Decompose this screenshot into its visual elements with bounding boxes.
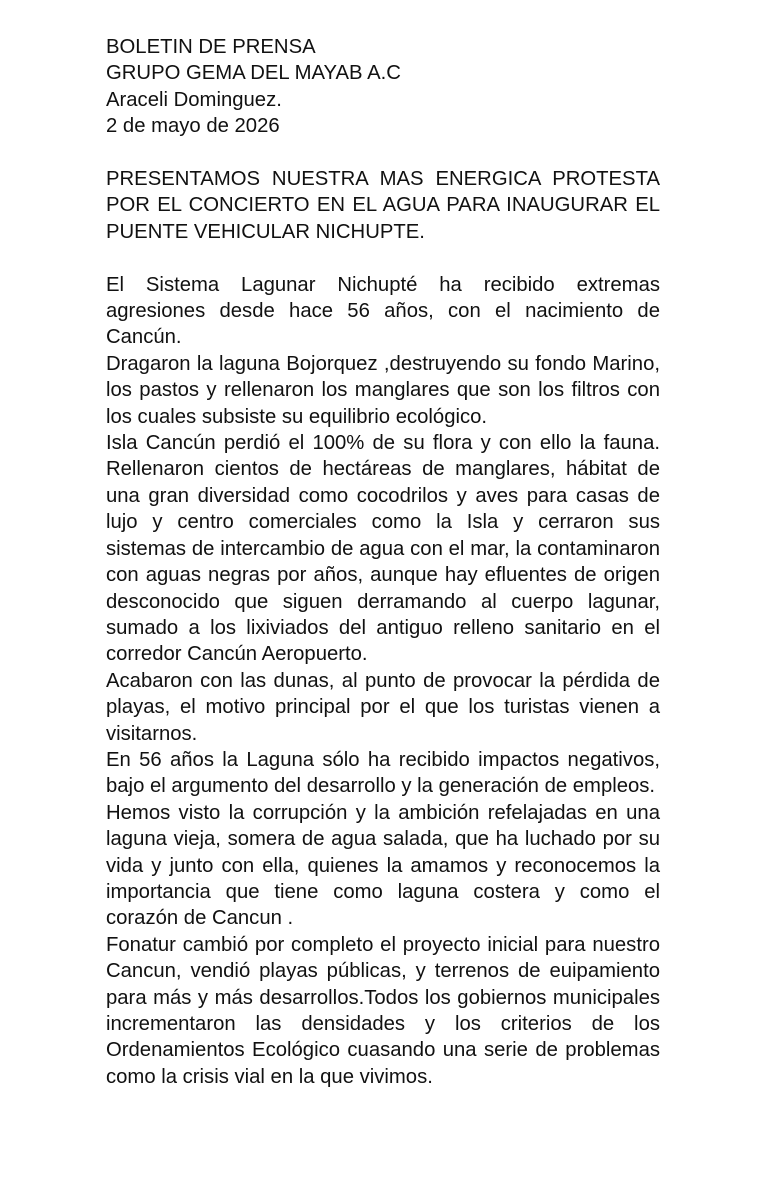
- release-date: 2 de mayo de 2026: [106, 115, 280, 138]
- body-paragraph: Fonatur cambió por completo el proyecto inicial para nuestro Cancun, vendió playas públicas, y terrenos de euipamiento para más y más desarrollos.Todos los gobiernos municipales incrementaron las densidades y los criterios de los Ordenamientos Ecológico cuasando una serie de problemas como la crisis vial en la que vivimos.: [106, 933, 660, 1088]
- document-header: [106, 34, 660, 140]
- body-paragraph: En 56 años la Laguna sólo ha recibido impactos negativos, bajo el argumento del desarrollo y la generación de empleos.: [106, 748, 660, 798]
- document-title: PRESENTAMOS NUESTRA MAS ENERGICA PROTESTA POR EL CONCIERTO EN EL AGUA PARA INAUGURAR EL PUENTE VEHICULAR NICHUPTE.: [106, 168, 660, 243]
- document-body: [106, 272, 660, 1091]
- body-paragraph: Dragaron la laguna Bojorquez ,destruyendo su fondo Marino, los pastos y rellenaron los manglares que son los filtros con los cuales subsiste su equilibrio ecológico.: [106, 352, 660, 428]
- body-paragraph: Isla Cancún perdió el 100% de su flora y con ello la fauna. Rellenaron cientos de hectáreas de manglares, hábitat de una gran diversidad como cocodrilos y aves para casas de lujo y centro comerciales como la Isla y cerraron sus sistemas de intercambio de agua con el mar, la contaminaron con aguas negras por años, aunque hay efluentes de origen desconocido que siguen derramando al cuerpo lagunar, sumado a los lixiviados del antiguo relleno sanitario en el corredor Cancún Aeropuerto.: [106, 432, 660, 666]
- body-paragraph: Acabaron con las dunas, al punto de provocar la pérdida de playas, el motivo principal por el que los turistas vienen a visitarnos.: [106, 669, 660, 745]
- bulletin-label: BOLETIN DE PRENSA: [106, 36, 316, 58]
- body-paragraph: El Sistema Lagunar Nichupté ha recibido extremas agresiones desde hace 56 años, con el nacimiento de Cancún.: [106, 273, 660, 349]
- organization-name: GRUPO GEMA DEL MAYAB A.C: [106, 62, 401, 85]
- press-release-document: [106, 34, 660, 1090]
- author-name: Araceli Dominguez.: [106, 88, 282, 111]
- body-paragraph: Hemos visto la corrupción y la ambición refelajadas en una laguna vieja, somera de agua salada, que ha luchado por su vida y junto con ella, quienes la amamos y reconocemos la importancia que tiene como laguna costera y como el corazón de Cancun .: [106, 801, 660, 930]
